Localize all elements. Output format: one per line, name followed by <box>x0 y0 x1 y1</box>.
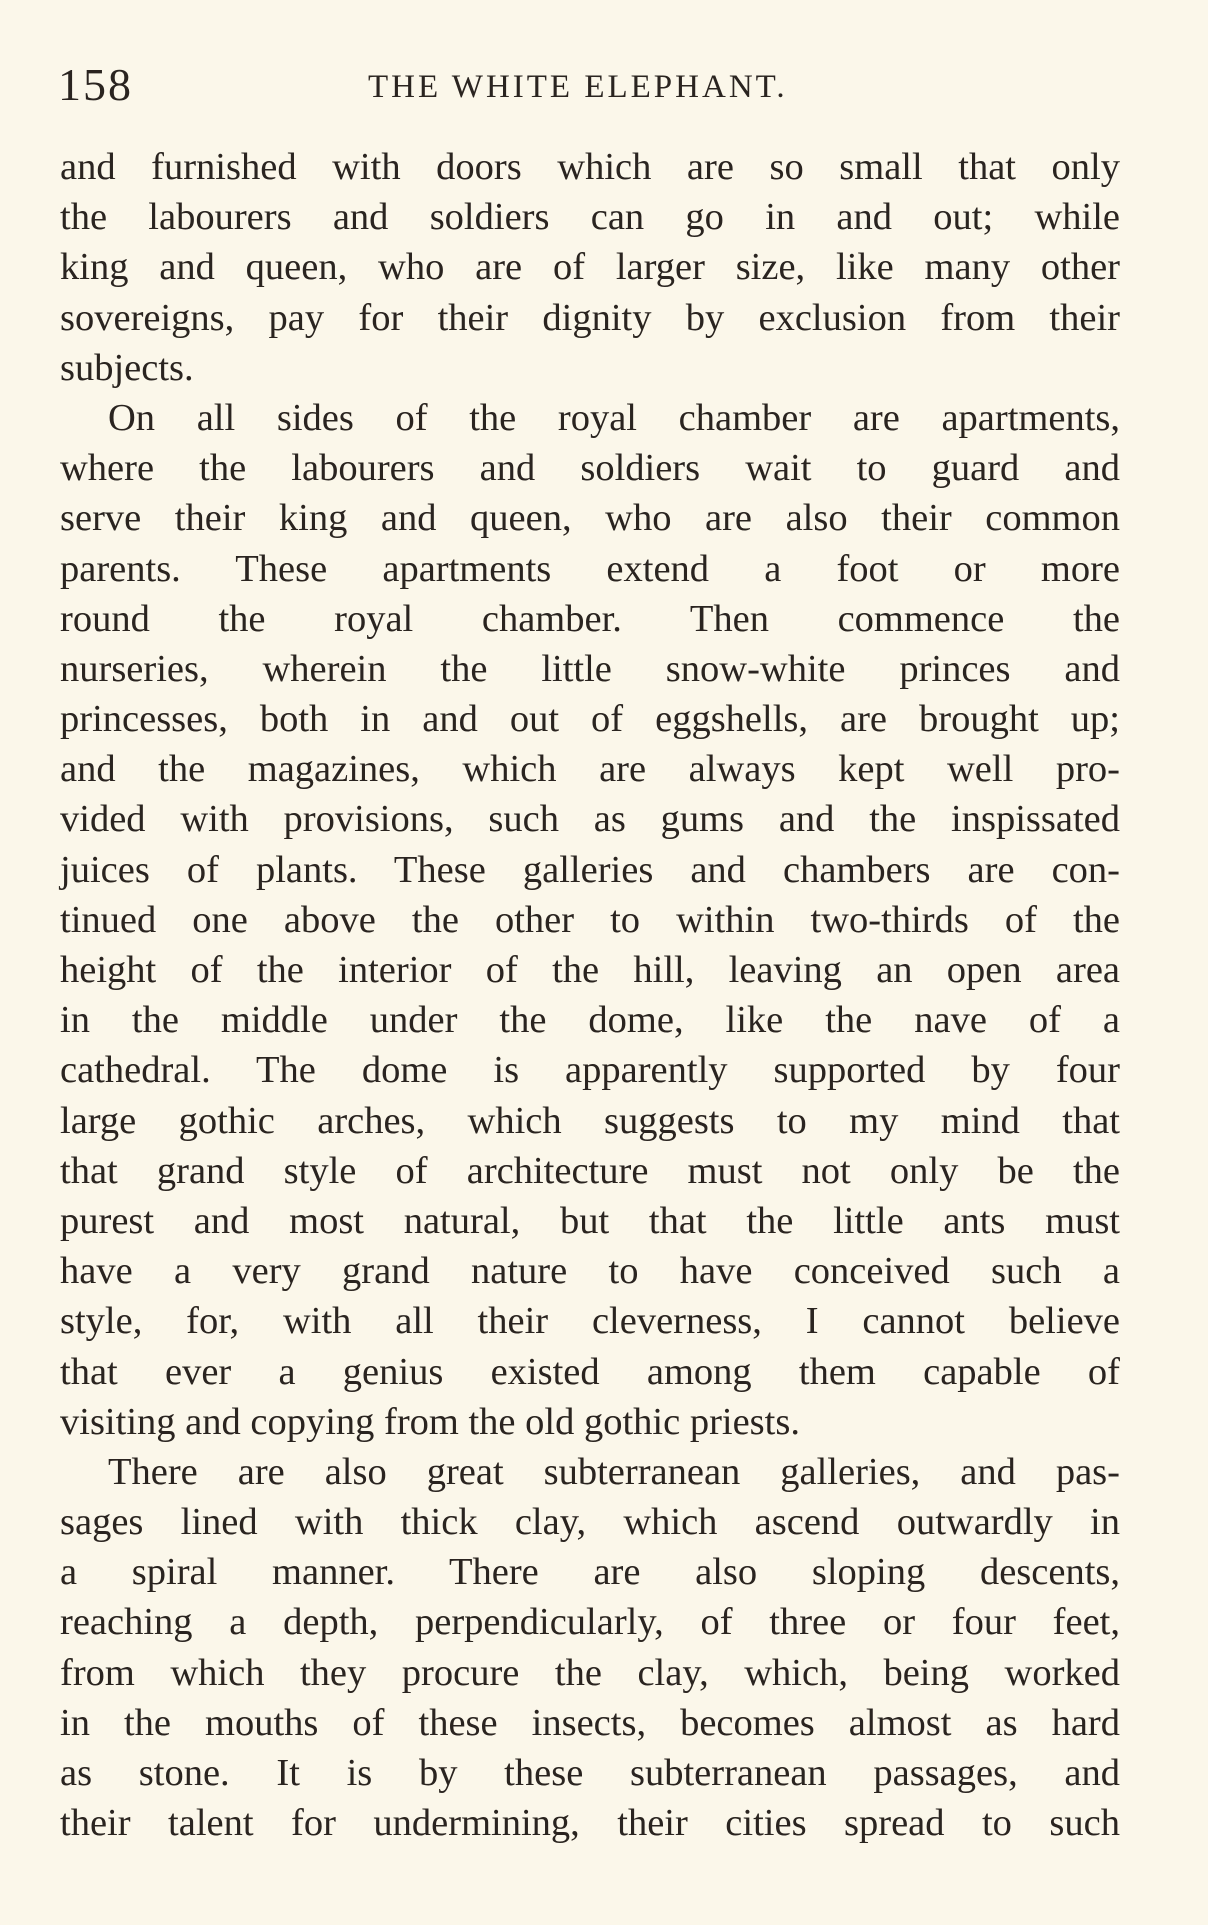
text-line: sages lined with thick clay, which ascend outwardly in <box>60 1501 1120 1544</box>
paragraph-start-line: There are also great subterranean galleries, and pas- <box>108 1450 1120 1493</box>
text-line: height of the interior of the hill, leaving an open area <box>60 949 1120 991</box>
text-line: tinued one above the other to within two-thirds of the <box>60 898 1120 941</box>
body-text <box>60 142 1120 1848</box>
text-line: nurseries, wherein the little snow-white princes and <box>60 647 1120 690</box>
text-line: the labourers and soldiers can go in and out; while <box>60 196 1120 239</box>
running-head: THE WHITE ELEPHANT. <box>368 69 788 105</box>
text-line: purest and most natural, but that the little ants must <box>60 1199 1120 1242</box>
text-line: their talent for undermining, their cities spread to such <box>60 1802 1120 1845</box>
text-line: from which they procure the clay, which, being worked <box>60 1651 1120 1694</box>
text-line: in the middle under the dome, like the nave of a <box>60 999 1120 1042</box>
text-line: cathedral. The dome is apparently supported by four <box>60 1049 1120 1092</box>
paragraph-start-line: On all sides of the royal chamber are apartments, <box>108 396 1120 439</box>
text-line: round the royal chamber. Then commence the <box>60 597 1120 640</box>
text-line: and the magazines, which are always kept well pro- <box>60 748 1120 791</box>
text-line: as stone. It is by these subterranean passages, and <box>60 1752 1120 1794</box>
text-line: vided with provisions, such as gums and the inspissated <box>60 798 1120 841</box>
page-header <box>58 52 1118 112</box>
text-line: princesses, both in and out of eggshells, are brought up; <box>60 698 1120 741</box>
text-line: and furnished with doors which are so small that only <box>60 146 1120 188</box>
text-line: large gothic arches, which suggests to my mind that <box>60 1099 1120 1142</box>
page-number: 158 <box>58 59 133 110</box>
text-line: visiting and copying from the old gothic priests. <box>60 1400 800 1443</box>
text-line: in the mouths of these insects, becomes almost as hard <box>60 1701 1120 1744</box>
text-line: reaching a depth, perpendicularly, of three or four feet, <box>60 1601 1120 1644</box>
text-line: serve their king and queen, who are also their common <box>60 497 1120 540</box>
text-line: subjects. <box>60 346 194 389</box>
text-line: king and queen, who are of larger size, like many other <box>60 246 1120 289</box>
text-line: have a very grand nature to have conceived such a <box>60 1250 1120 1293</box>
text-line: juices of plants. These galleries and chambers are con- <box>60 848 1120 891</box>
text-line: that grand style of architecture must not only be the <box>60 1149 1120 1192</box>
text-line: parents. These apartments extend a foot or more <box>60 547 1120 590</box>
text-line: where the labourers and soldiers wait to guard and <box>60 447 1120 490</box>
text-line: sovereigns, pay for their dignity by exclusion from their <box>60 296 1120 339</box>
text-line: style, for, with all their cleverness, I cannot believe <box>60 1300 1120 1343</box>
text-line: a spiral manner. There are also sloping descents, <box>60 1551 1120 1594</box>
text-line: that ever a genius existed among them capable of <box>60 1350 1120 1393</box>
